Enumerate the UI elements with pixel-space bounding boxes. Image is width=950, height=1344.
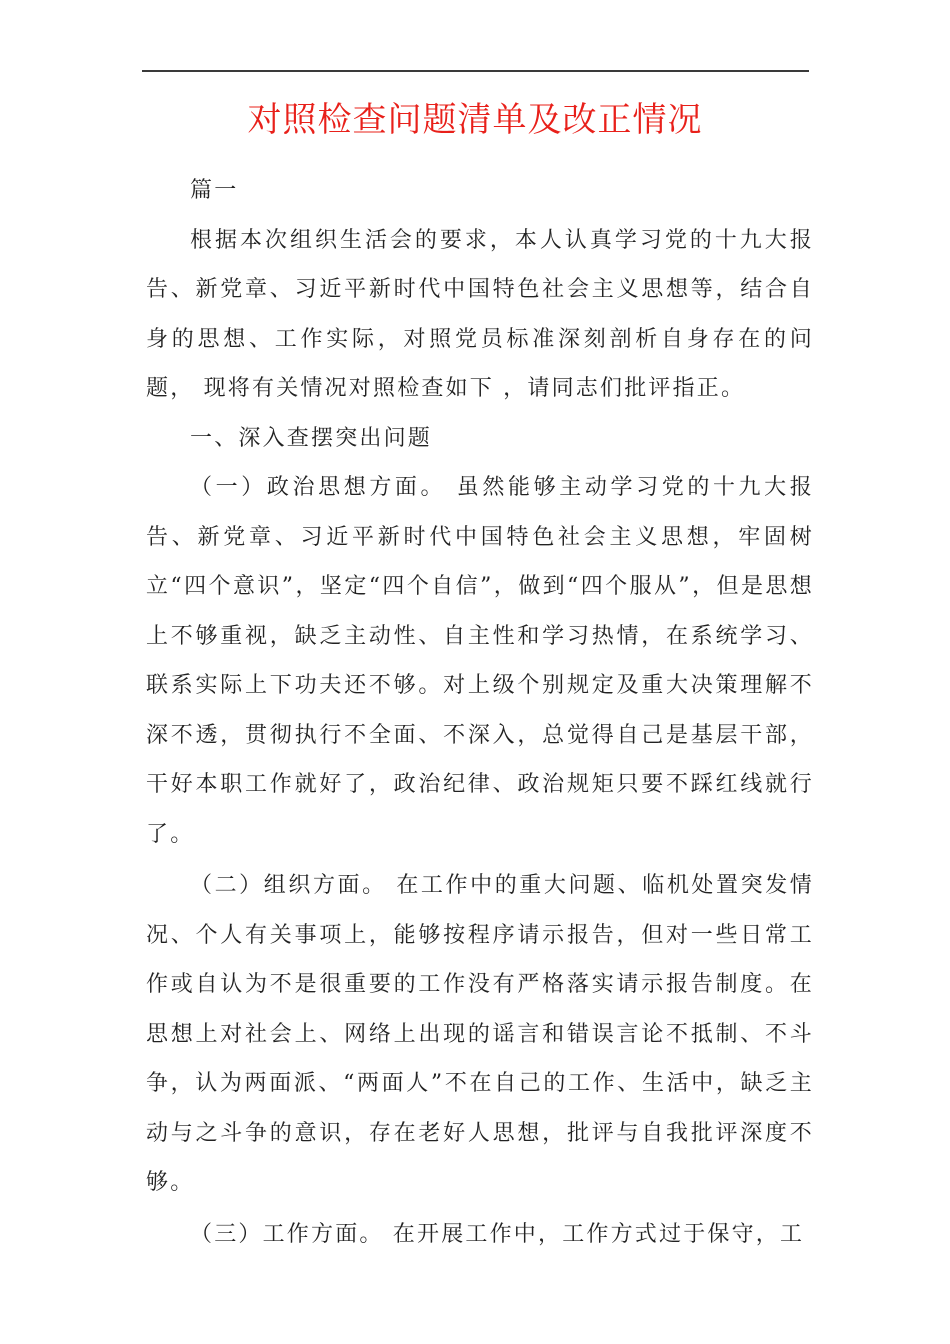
document-title: 对照检查问题清单及改正情况 [247, 100, 703, 140]
paragraph-intro: 根据本次组织生活会的要求，本人认真学习党的十九大报告、新党章、习近平新时代中国特色社会主义思想等，结合自身的思想、工作实际，对照党员标准深刻剖析自身存在的问题， 现将有关情况对照检查如下 ，请同志们批评指正。 [146, 227, 814, 401]
paragraph-political-thought: （一）政治思想方面。 虽然能够主动学习党的十九大报告、新党章、习近平新时代中国特色社会主义思想，牢固树立“四个意识”，坚定“四个自信”，做到“四个服从”，但是思想上不够重视，缺乏主动性、自主性和学习热情，在系统学习、联系实际上下功夫还不够。对上级个别规定及重大决策理解不深不透，贯彻执行不全面、不深入，总觉得自己是基层干部，干好本职工作就好了，政治纪律、政治规矩只要不踩红线就行了。 [146, 475, 814, 847]
paragraph-organization: （二）组织方面。 在工作中的重大问题、临机处置突发情况、个人有关事项上，能够按程序请示报告，但对一些日常工作或自认为不是很重要的工作没有严格落实请示报告制度。在思想上对社会上、网络上出现的谣言和错误言论不抵制、不斗争，认为两面派、“两面人”不在自己的工作、生活中，缺乏主动与之斗争的意识，存在老好人思想，批评与自我批评深度不够。 [146, 873, 814, 1195]
header-rule [142, 70, 809, 72]
paragraph-work: （三）工作方面。 在开展工作中，工作方式过于保守，工 [190, 1221, 805, 1247]
paragraph-part-label: 篇一 [190, 178, 239, 203]
document-body [146, 166, 814, 1259]
section-heading: 一、深入查摆突出问题 [190, 425, 433, 451]
